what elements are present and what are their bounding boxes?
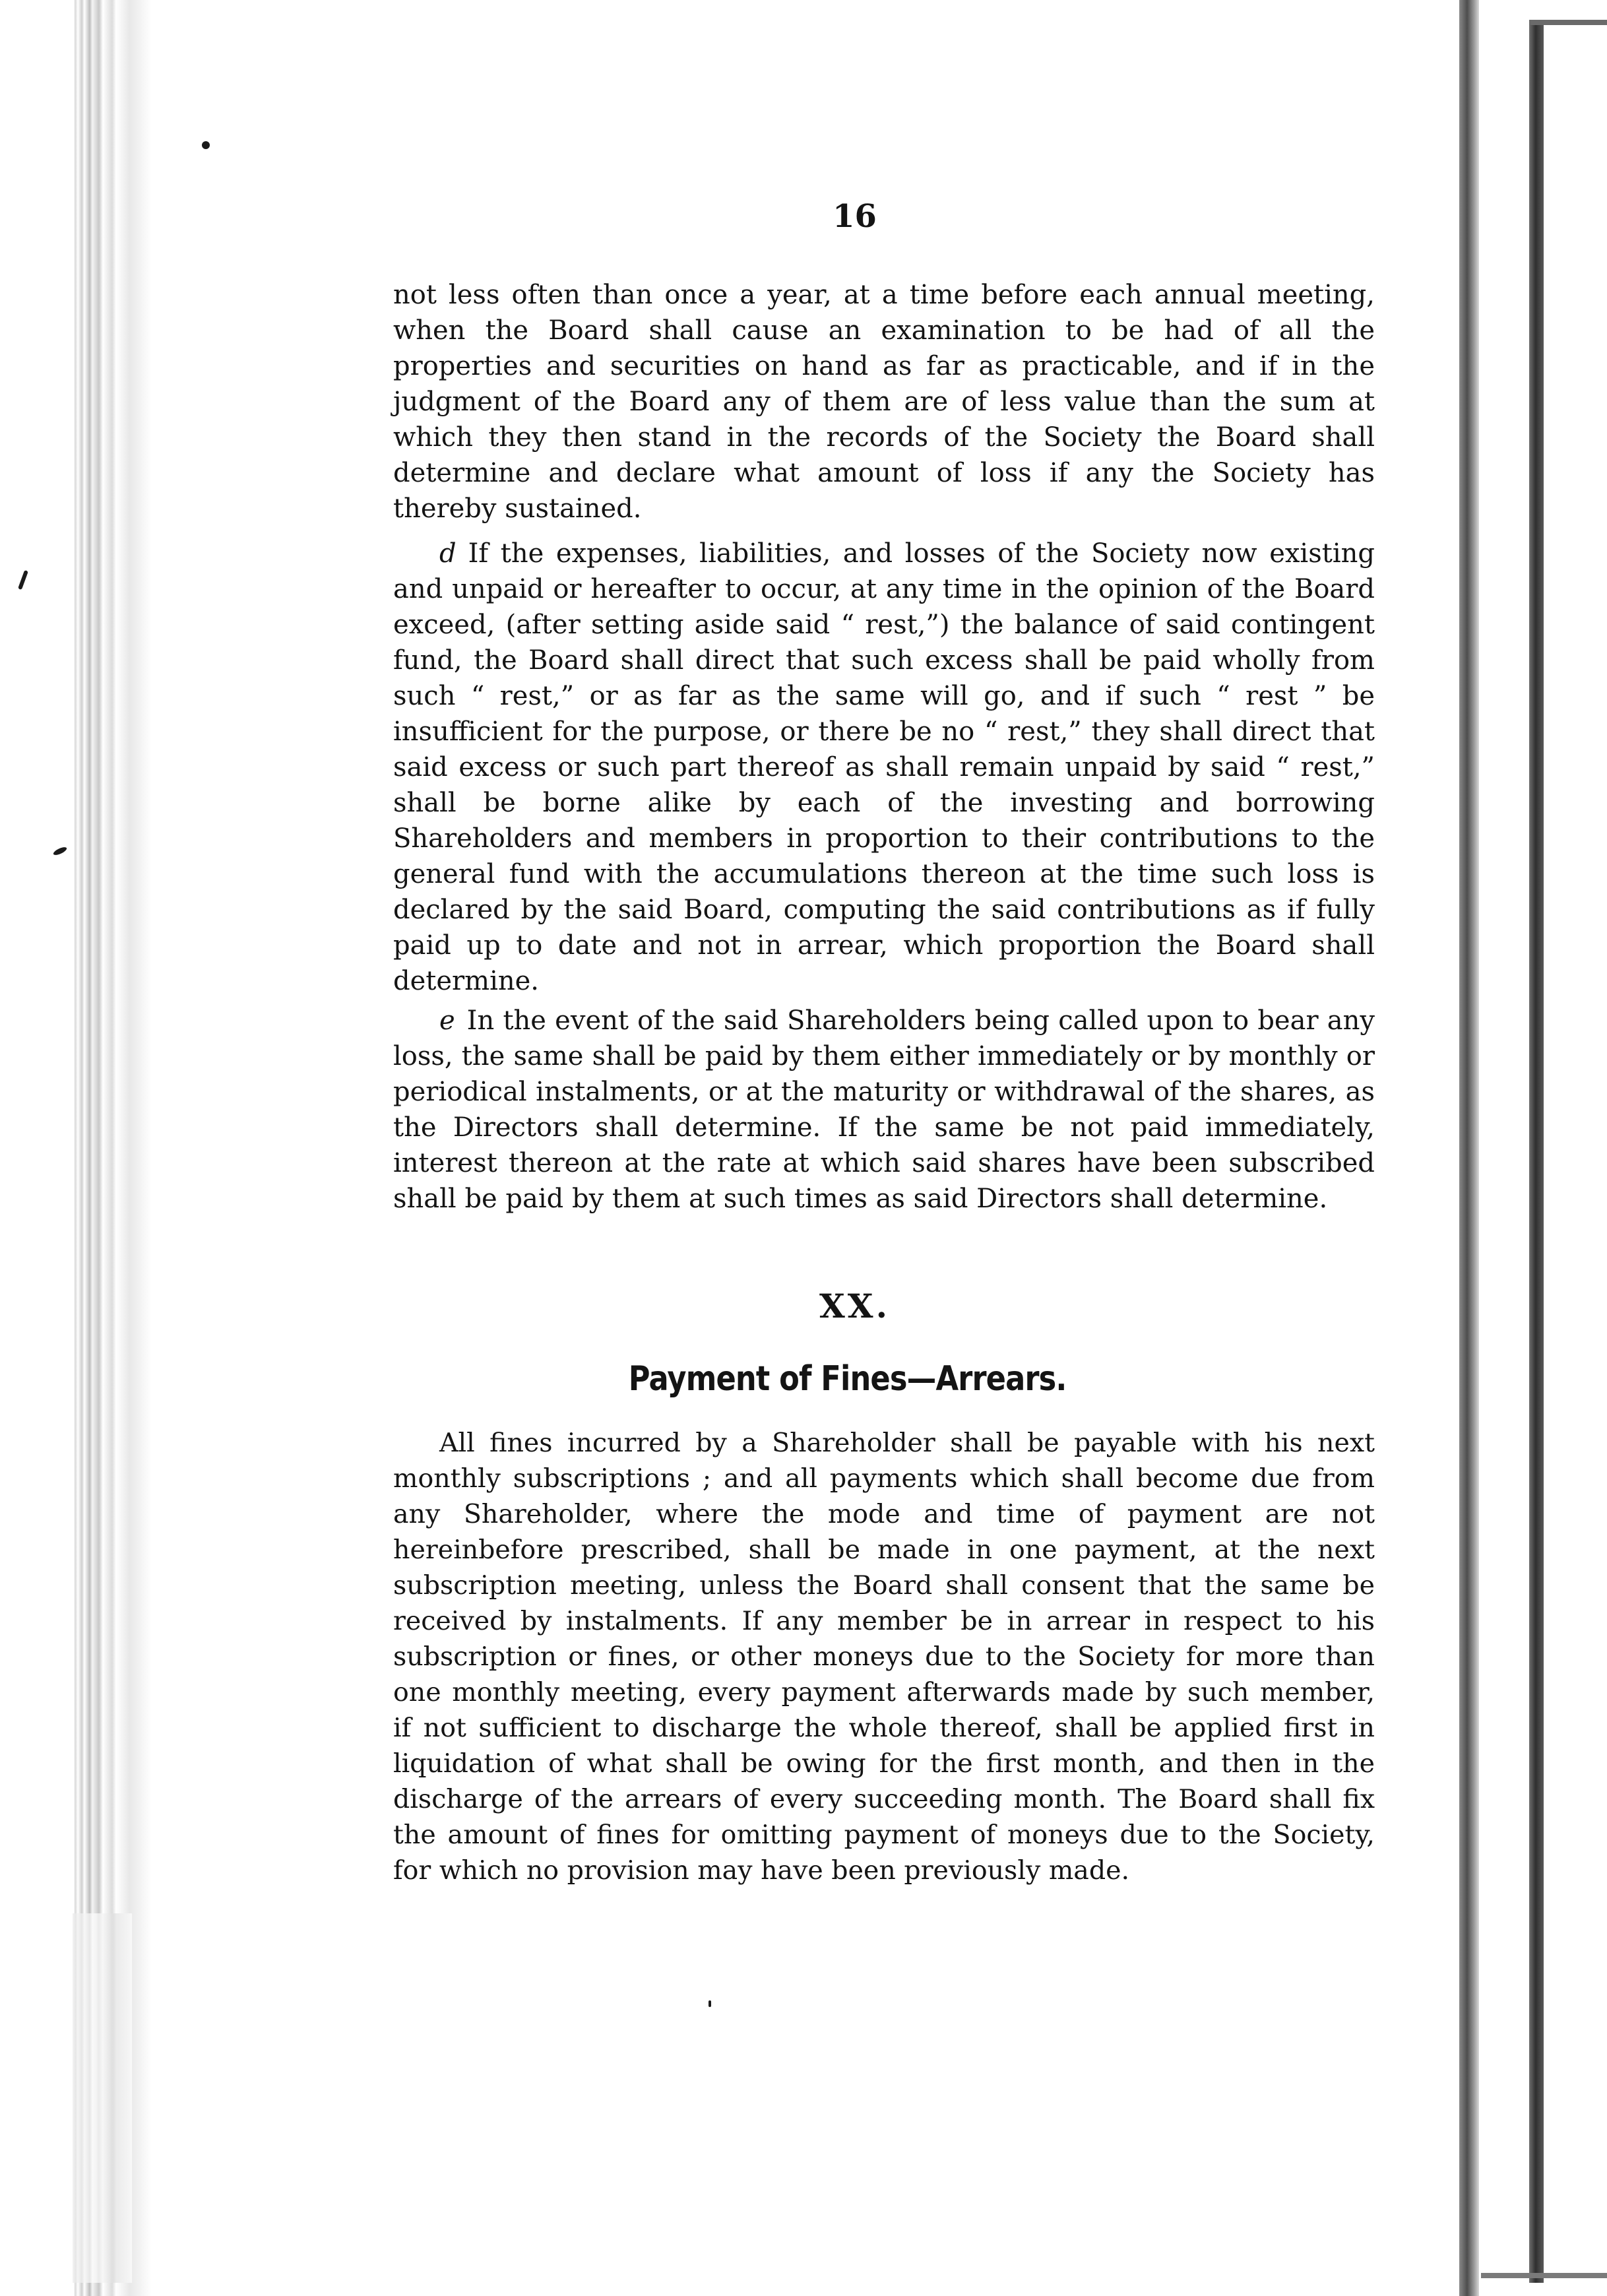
page-number: 16 <box>833 198 877 235</box>
paragraph-marker: e <box>439 1005 455 1036</box>
section-body: All fines incurred by a Shareholder shall be payable with his next monthly subscriptions ; and all payments which shall become due from any Shareholder, where the mode and time of payment are not hereinbefore prescribed, shall be made in one payment, at the next subscription meeting, unless the Board shall consent that the same be received by instalments. If any member be in arrear in respect to his subscription or fines, or other moneys due to the Society for more than one monthly meeting, every payment afterwards made by such member, if not sufficient to discharge the whole thereof, shall be applied first in liquidation of what shall be owing for the first month, and then in the discharge of the arrears of every succeeding month. The Board shall fix the amount of fines for omitting payment of moneys due to the Society, for which no provision may have been previously made. <box>393 1428 1375 1886</box>
paragraph-text: In the event of the said Shareholders being called upon to bear any loss, the same shall be paid by them either immediately or by monthly or periodical instalments, or at the maturity or withdrawal of the shares, as the Directors shall determine. If the same be not paid immediately, interest thereon at the rate at which said shares have been subscribed shall be paid by them at such times as said Directors shall determine. <box>393 1005 1375 1214</box>
scan-page-edge-right <box>1459 0 1479 2296</box>
section-number: XX. <box>819 1287 890 1325</box>
paragraph-d <box>393 536 1375 999</box>
scan-spine-shadow <box>73 1913 132 2283</box>
scan-edge-bottom-right <box>1481 2273 1607 2278</box>
paragraph-continued: not less often than once a year, at a time before each annual meeting, when the Board shall cause an examination to be had of all the properties and securities on hand as far as practicable, and if in the judgment of the Board any of them are of less value than the sum at which they then stand in the records of the Society the Board shall determine and declare what amount of loss if any the Society has thereby sustained. <box>393 280 1375 524</box>
paragraph-e <box>393 1003 1375 1217</box>
scan-gutter-right <box>1529 20 1544 2283</box>
scan-speck <box>202 141 210 149</box>
scan-speck <box>709 2000 711 2007</box>
scan-edge-top-right <box>1529 20 1607 25</box>
paragraph-marker: d <box>439 538 457 569</box>
section-heading: Payment of Fines—Arrears. <box>628 1359 1067 1399</box>
paragraph-text: If the expenses, liabilities, and losses of the Society now existing and unpaid or hereafter to occur, at any time in the opinion of the Board exceed, (after setting aside said “ rest,”) the balance of said contingent fund, the Board shall direct that such excess shall be paid wholly from such “ rest,” or as far as the same will go, and if such “ rest ” be insufficient for the purpose, or there be no “ rest,” they shall direct that said excess or such part thereof as shall remain unpaid by said “ rest,” shall be borne alike by each of the investing and borrowing Shareholders and members in proportion to their contributions to the general fund with the accumulations thereon at the time such loss is declared by the said Board, computing the said contributions as if fully paid up to date and not in arrear, which proportion the Board shall determine. <box>393 538 1375 996</box>
